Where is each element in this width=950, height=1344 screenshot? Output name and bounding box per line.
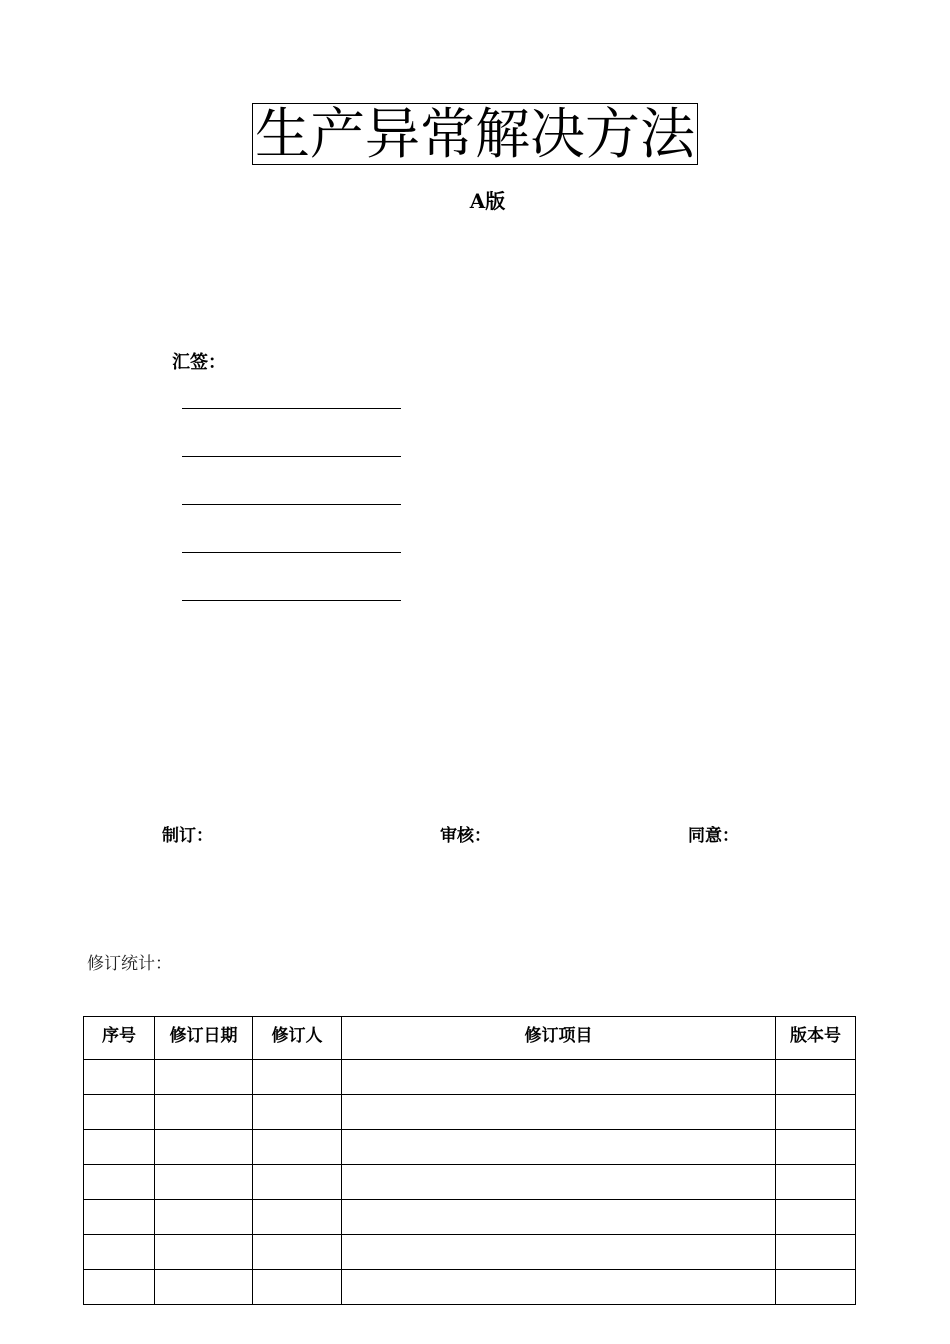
table-row <box>84 1235 856 1270</box>
table-cell[interactable] <box>342 1235 776 1270</box>
table-cell[interactable] <box>253 1095 342 1130</box>
table-cell[interactable] <box>155 1130 253 1165</box>
signature-line[interactable] <box>182 456 401 457</box>
countersign-label: 汇签： <box>172 352 226 373</box>
table-row <box>84 1095 856 1130</box>
table-cell[interactable] <box>84 1235 155 1270</box>
table-row <box>84 1165 856 1200</box>
table-cell[interactable] <box>84 1060 155 1095</box>
revision-stats-label: 修订统计： <box>87 954 172 974</box>
signature-line[interactable] <box>182 408 401 409</box>
header-reviser: 修订人 <box>253 1017 342 1060</box>
document-title: 生产异常解决方法 <box>252 103 698 165</box>
table-cell[interactable] <box>253 1200 342 1235</box>
table-cell[interactable] <box>253 1270 342 1305</box>
table-cell[interactable] <box>776 1060 856 1095</box>
table-cell[interactable] <box>342 1130 776 1165</box>
table-row <box>84 1130 856 1165</box>
table-row <box>84 1060 856 1095</box>
table-cell[interactable] <box>84 1130 155 1165</box>
reviewed-by-label: 审核： <box>440 826 491 846</box>
table-cell[interactable] <box>776 1165 856 1200</box>
table-cell[interactable] <box>342 1165 776 1200</box>
table-cell[interactable] <box>776 1270 856 1305</box>
table-cell[interactable] <box>155 1165 253 1200</box>
table-cell[interactable] <box>342 1095 776 1130</box>
signature-line[interactable] <box>182 504 401 505</box>
signature-line[interactable] <box>182 552 401 553</box>
table-cell[interactable] <box>253 1130 342 1165</box>
title-container <box>0 103 950 165</box>
header-serial-number: 序号 <box>84 1017 155 1060</box>
table-row <box>84 1200 856 1235</box>
table-cell[interactable] <box>155 1060 253 1095</box>
drafted-by-label: 制订： <box>162 826 213 846</box>
header-version-number: 版本号 <box>776 1017 856 1060</box>
revision-table-header-row <box>84 1017 856 1060</box>
table-cell[interactable] <box>253 1060 342 1095</box>
table-cell[interactable] <box>155 1235 253 1270</box>
table-cell[interactable] <box>776 1235 856 1270</box>
table-cell[interactable] <box>155 1200 253 1235</box>
approved-by-label: 同意： <box>688 826 739 846</box>
header-revision-date: 修订日期 <box>155 1017 253 1060</box>
table-cell[interactable] <box>342 1270 776 1305</box>
table-row <box>84 1270 856 1305</box>
version-label: A版 <box>469 189 506 213</box>
table-cell[interactable] <box>84 1165 155 1200</box>
table-cell[interactable] <box>155 1095 253 1130</box>
table-cell[interactable] <box>155 1270 253 1305</box>
table-cell[interactable] <box>342 1200 776 1235</box>
header-revision-item: 修订项目 <box>342 1017 776 1060</box>
table-cell[interactable] <box>84 1095 155 1130</box>
table-cell[interactable] <box>776 1200 856 1235</box>
revision-table <box>83 1016 856 1305</box>
table-cell[interactable] <box>253 1235 342 1270</box>
signature-line[interactable] <box>182 600 401 601</box>
table-cell[interactable] <box>776 1095 856 1130</box>
table-cell[interactable] <box>253 1165 342 1200</box>
table-cell[interactable] <box>342 1060 776 1095</box>
table-cell[interactable] <box>84 1270 155 1305</box>
table-cell[interactable] <box>84 1200 155 1235</box>
table-cell[interactable] <box>776 1130 856 1165</box>
